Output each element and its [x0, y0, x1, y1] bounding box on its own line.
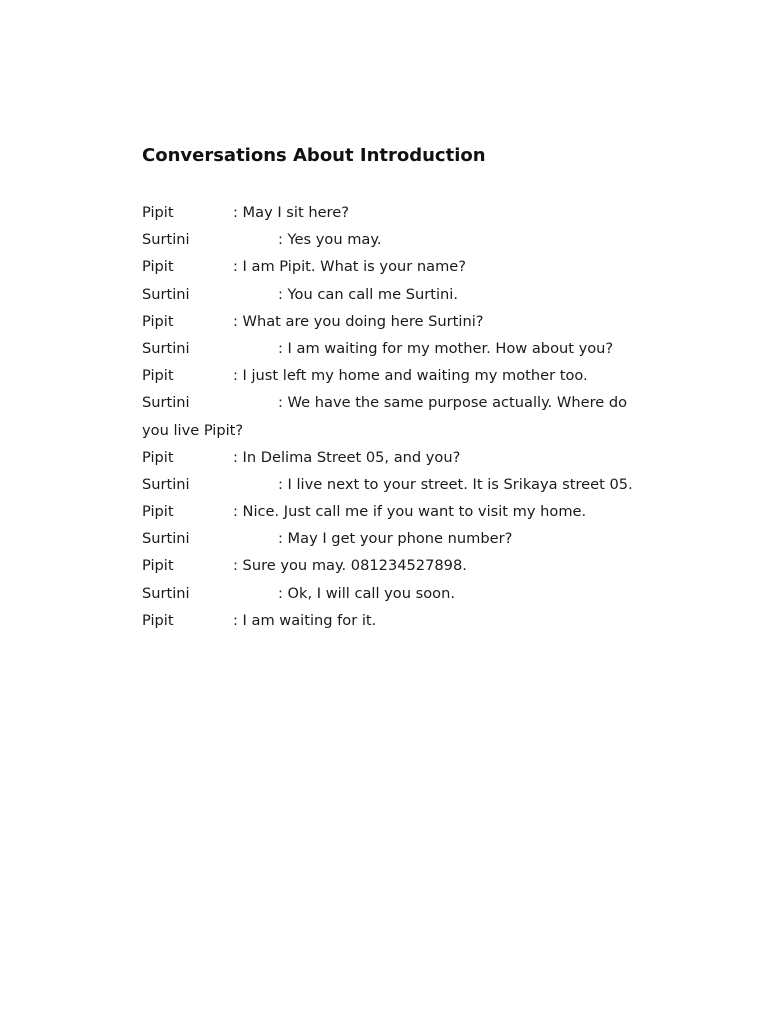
dialogue-line: [142, 611, 662, 638]
dialogue: [142, 203, 662, 638]
utterance: : What are you doing here Surtini?: [233, 312, 484, 330]
utterance: : I am Pipit. What is your name?: [233, 258, 467, 276]
utterance-continuation: you live Pipit?: [142, 421, 244, 439]
dialogue-line: [142, 502, 662, 529]
speaker-name: Pipit: [142, 258, 174, 276]
dialogue-line: [142, 203, 662, 230]
speaker-name: Pipit: [142, 557, 174, 575]
speaker-name: Surtini: [142, 530, 190, 548]
dialogue-line: [142, 448, 662, 475]
utterance: : Sure you may. 081234527898.: [233, 557, 467, 575]
speaker-name: Pipit: [142, 503, 174, 521]
utterance: : May I sit here?: [233, 204, 349, 221]
utterance: : I just left my home and waiting my mother too.: [233, 367, 588, 385]
document-title: Conversations About Introduction: [142, 145, 486, 166]
utterance: : You can call me Surtini.: [278, 285, 458, 303]
speaker-name: Surtini: [142, 231, 190, 249]
dialogue-line: [142, 393, 662, 420]
dialogue-line: [142, 584, 662, 611]
dialogue-line: [142, 285, 662, 312]
speaker-name: Surtini: [142, 394, 190, 412]
utterance: : I live next to your street. It is Srikaya street 05.: [278, 475, 633, 493]
utterance: : Ok, I will call you soon.: [278, 584, 455, 602]
speaker-name: Pipit: [142, 448, 174, 466]
dialogue-line: [142, 257, 662, 284]
speaker-name: Pipit: [142, 367, 174, 385]
dialogue-line-continuation: [142, 421, 662, 448]
speaker-name: Surtini: [142, 584, 190, 602]
dialogue-line: [142, 312, 662, 339]
dialogue-line: [142, 230, 662, 257]
dialogue-line: [142, 529, 662, 556]
utterance: : Yes you may.: [278, 231, 382, 249]
speaker-name: Pipit: [142, 312, 174, 330]
utterance: : I am waiting for my mother. How about you?: [278, 339, 614, 357]
speaker-name: Pipit: [142, 204, 174, 221]
utterance: : Nice. Just call me if you want to visit my home.: [233, 503, 587, 521]
dialogue-line: [142, 556, 662, 583]
utterance: : We have the same purpose actually. Where do: [278, 394, 628, 412]
utterance: : In Delima Street 05, and you?: [233, 448, 461, 466]
speaker-name: Surtini: [142, 339, 190, 357]
dialogue-line: [142, 366, 662, 393]
dialogue-line: [142, 339, 662, 366]
speaker-name: Surtini: [142, 475, 190, 493]
dialogue-line: [142, 475, 662, 502]
utterance: : May I get your phone number?: [278, 530, 513, 548]
speaker-name: Pipit: [142, 611, 174, 629]
speaker-name: Surtini: [142, 285, 190, 303]
utterance: : I am waiting for it.: [233, 611, 377, 629]
